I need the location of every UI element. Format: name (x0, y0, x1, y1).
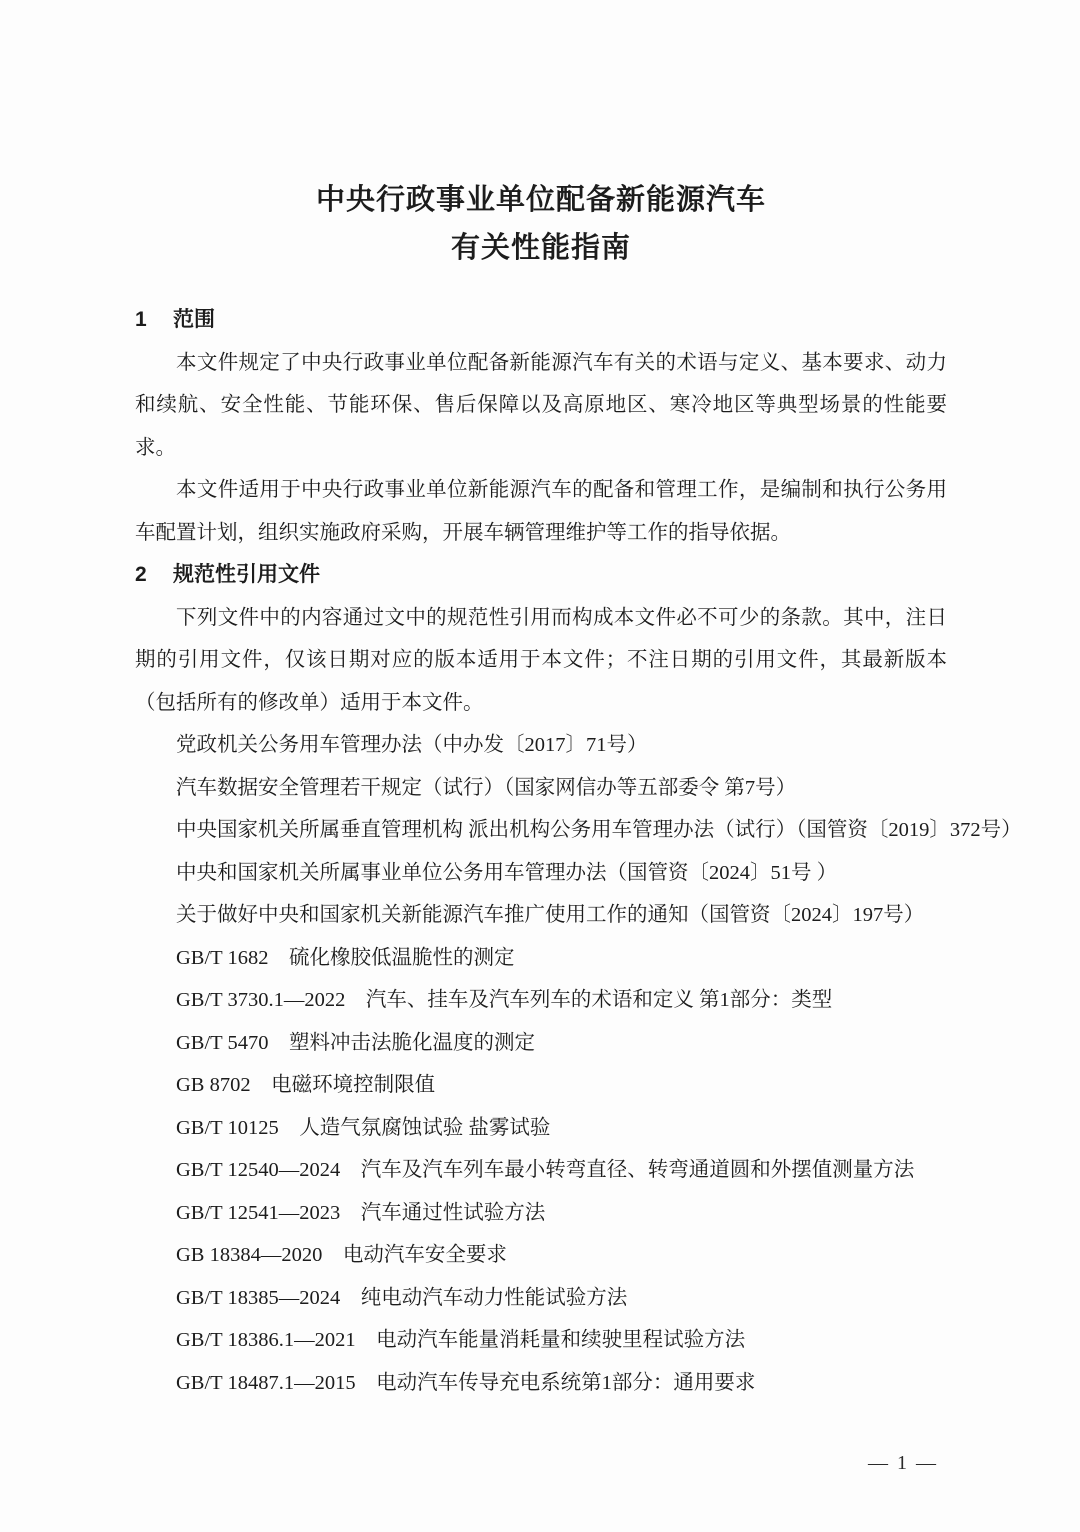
section-1-paragraph: 本文件适用于中央行政事业单位新能源汽车的配备和管理工作，是编制和执行公务用车配置计划，组织实施政府采购，开展车辆管理维护等工作的指导依据。 (135, 479, 947, 544)
reference-item: GB/T 10125 人造气氛腐蚀试验 盐雾试验 (176, 1116, 551, 1139)
reference-item: GB/T 12541—2023 汽车通过性试验方法 (176, 1201, 546, 1224)
reference-item: GB/T 12540—2024 汽车及汽车列车最小转弯直径、转弯通道圆和外摆值测量方法 (176, 1159, 915, 1181)
reference-item: GB 18384—2020 电动汽车安全要求 (176, 1244, 507, 1266)
reference-item: GB/T 18385—2024 纯电动汽车动力性能试验方法 (176, 1286, 628, 1309)
reference-item: GB/T 3730.1—2022 汽车、挂车及汽车列车的术语和定义 第1部分：类型 (176, 989, 833, 1011)
section-2-heading (135, 554, 947, 597)
document-title-line1: 中央行政事业单位配备新能源汽车 (315, 184, 766, 216)
reference-item: GB/T 18386.1—2021 电动汽车能量消耗量和续驶里程试验方法 (176, 1329, 746, 1351)
reference-list (135, 724, 1022, 1404)
reference-item: GB/T 5470 塑料冲击法脆化温度的测定 (176, 1031, 535, 1054)
reference-item: 中央和国家机关所属事业单位公务用车管理办法（国管资〔2024〕51号 ） (176, 861, 838, 884)
reference-item: 汽车数据安全管理若干规定（试行）（国家网信办等五部委令 第7号） (176, 776, 797, 799)
reference-item: 关于做好中央和国家机关新能源汽车推广使用工作的通知（国管资〔2024〕197号） (176, 904, 925, 926)
reference-item: GB/T 1682 硫化橡胶低温脆性的测定 (176, 946, 515, 969)
document-title (135, 176, 947, 272)
section-1-number: 1 (135, 308, 147, 331)
reference-item: 中央国家机关所属垂直管理机构 派出机构公务用车管理办法（试行）（国管资〔2019〕372号） (176, 819, 1022, 841)
section-2-paragraph: 下列文件中的内容通过文中的规范性引用而构成本文件必不可少的条款。其中，注日期的引用文件，仅该日期对应的版本适用于本文件；不注日期的引用文件，其最新版本（包括所有的修改单）适用于本文件。 (135, 606, 947, 714)
document-title-line2: 有关性能指南 (450, 232, 631, 264)
section-2-heading-text: 规范性引用文件 (173, 563, 320, 586)
page-number: — 1 — (868, 1452, 938, 1474)
section-1-heading-text: 范围 (173, 308, 215, 331)
section-1-heading (135, 299, 947, 342)
reference-item: 党政机关公务用车管理办法（中办发〔2017〕71号） (176, 734, 648, 756)
reference-item: GB 8702 电磁环境控制限值 (176, 1074, 436, 1096)
reference-item: GB/T 18487.1—2015 电动汽车传导充电系统第1部分：通用要求 (176, 1371, 756, 1394)
section-1-paragraph: 本文件规定了中央行政事业单位配备新能源汽车有关的术语与定义、基本要求、动力和续航、安全性能、节能环保、售后保障以及高原地区、寒冷地区等典型场景的性能要求。 (135, 351, 947, 459)
section-2-number: 2 (135, 563, 147, 586)
